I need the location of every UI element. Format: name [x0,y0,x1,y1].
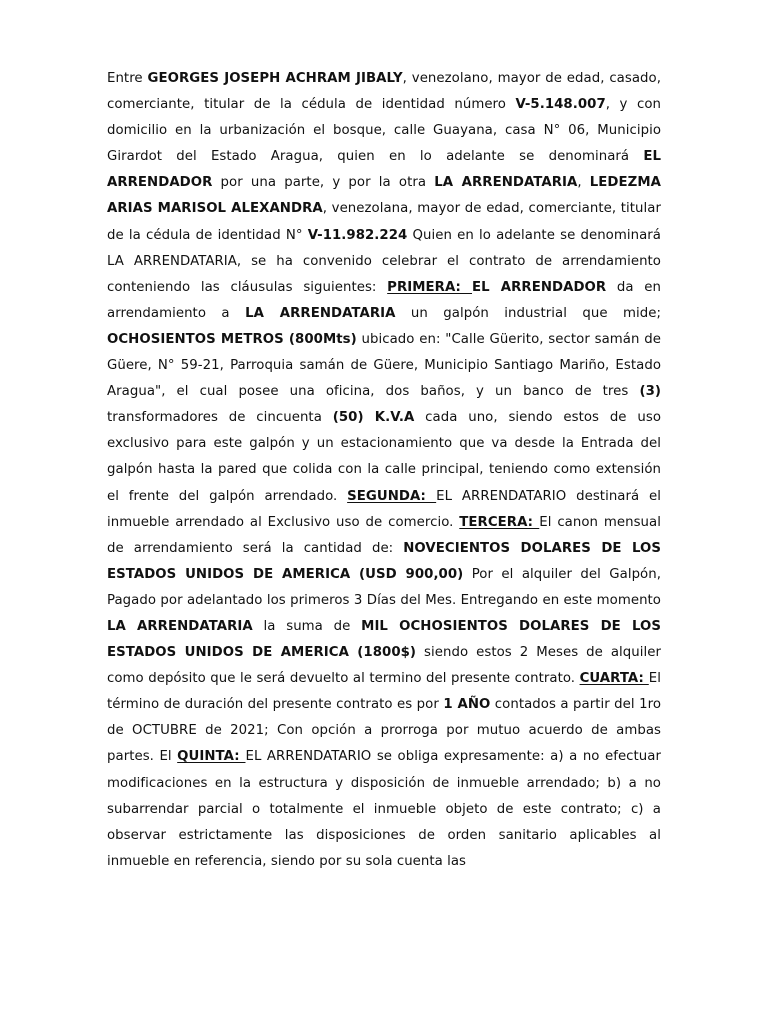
bold-text: LEDEZMA ARIAS MARISOL ALEXANDRA [107,175,661,217]
body-text: , y con domicilio en la urbanización el bosque, calle Guayana, casa N° 06, Municipio Girardot del Estado Aragua, quien en lo adelante se denominará [107,97,661,165]
bold-text: GEORGES JOSEPH ACHRAM JIBALY [147,71,403,86]
clause-heading: CUARTA: [579,671,649,687]
bold-text: EL ARRENDADOR [472,279,607,295]
body-text: El término de duración del presente contrato es por [107,671,661,713]
body-text: un galpón industrial que mide; [395,305,661,321]
bold-text: V-11.982.224 [307,227,408,243]
body-text: da en arrendamiento a [107,279,661,321]
bold-text: NOVECIENTOS DOLARES DE LOS ESTADOS UNIDOS DE AMERICA (USD 900,00) [107,540,661,582]
bold-text: MIL OCHOSIENTOS DOLARES DE LOS ESTADOS UNIDOS DE AMERICA (1800$) [107,618,661,661]
clause-heading: TERCERA: [459,514,540,530]
bold-text: 1 AÑO [443,697,491,713]
bold-text: EL ARRENDADOR [107,149,661,191]
bold-text: V-5.148.007 [515,97,606,113]
bold-text: LA ARRENDATARIA [434,175,578,191]
body-text: El canon mensual de arrendamiento será la cantidad de: [107,514,661,556]
clause-heading: QUINTA: [177,749,246,765]
body-text: , [577,175,590,191]
bold-text: OCHOSIENTOS METROS (800Mts) [107,331,357,347]
body-text: contados a partir del 1ro de OCTUBRE de 2021; Con opción a prorroga por mutuo acuerdo de ambas partes. El [107,697,662,765]
body-text: transformadores de cincuenta [107,410,333,426]
body-text: por una parte, y por la otra [212,175,435,191]
bold-text: (50) K.V.A [332,410,415,426]
body-text: ubicado en: "Calle Güerito, sector samán de Güere, N° 59-21, Parroquia samán de Güere, Municipio Santiago Mariño, Estado Aragua", el cual posee una oficina, dos baños, y un banco de tres [107,331,661,400]
clause-heading: SEGUNDA: [347,488,437,504]
body-text: siendo estos 2 Meses de alquiler como depósito que le será devuelto al termino del presente contrato. [107,645,661,687]
bold-text: LA ARRENDATARIA [245,305,396,321]
clause-heading: PRIMERA: [387,279,473,295]
contract-paragraph [107,66,661,875]
body-text: EL ARRENDATARIO se obliga expresamente: a) a no efectuar modificaciones en la estructura y disposición de inmueble arrendado; b) a no subarrendar parcial o totalmente el inmueble objeto de este contrato; c) a observar estrictamente las disposiciones de orden sanitario aplicables al inmueble en referencia, siendo por su sola cuenta las [107,749,661,869]
body-text: , venezolana, mayor de edad, comerciante, titular de la cédula de identidad N° [107,201,661,243]
body-text: , venezolano, mayor de edad, casado, comerciante, titular de la cédula de identidad número [107,71,662,113]
body-text: cada uno, siendo estos de uso exclusivo para este galpón y un estacionamiento que va desde la Entrada del galpón hasta la pared que colida con la calle principal, teniendo como extensión el frente del galpón arrendado. [107,410,661,504]
body-text: EL ARRENDATARIO destinará el inmueble arrendado al Exclusivo uso de comercio. [107,488,662,530]
body-text: Entre [107,71,148,86]
body-text: Por el alquiler del Galpón, Pagado por adelantado los primeros 3 Días del Mes. Entregando en este momento [107,566,661,608]
body-text: Quien en lo adelante se denominará LA ARRENDATARIA, se ha convenido celebrar el contrato de arrendamiento conteniendo las cláusulas siguientes: [107,227,661,295]
body-text: la suma de [252,618,362,634]
bold-text: LA ARRENDATARIA [107,618,253,634]
bold-text: (3) [639,384,661,400]
